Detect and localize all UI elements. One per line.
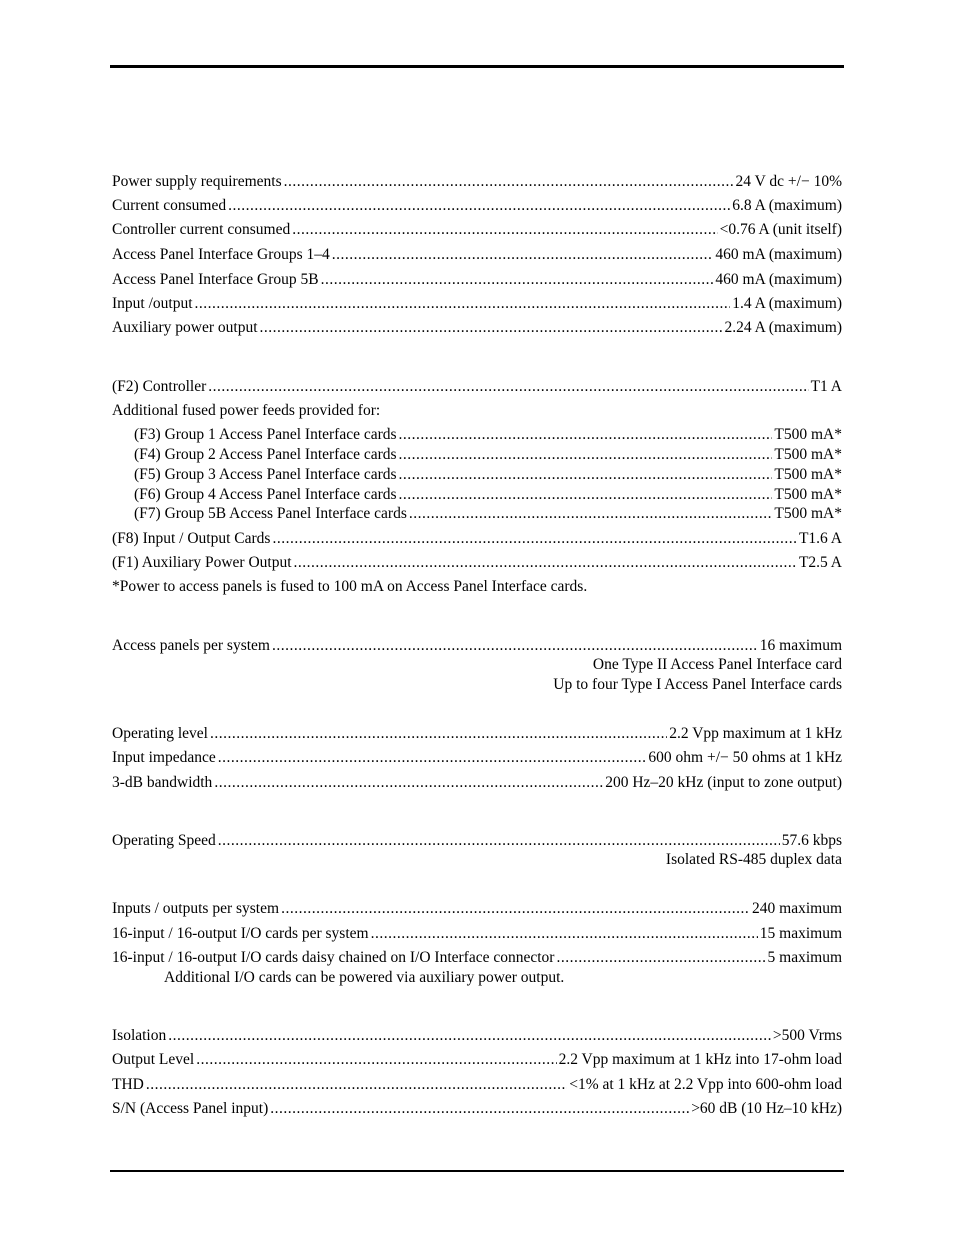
spec-row: Operating level ..... 2.2 Vpp maximum at 1 kHz — [112, 724, 842, 744]
header-rule — [110, 65, 844, 68]
spec-row: Controller current consumed ..... <0.76 A (unit itself) — [112, 220, 842, 240]
data-note: Isolated RS-485 duplex data — [665, 851, 842, 868]
spec-row: Isolation ..... >500 Vrms — [112, 1026, 842, 1046]
spec-row: Current consumed ..... 6.8 A (maximum) — [112, 196, 842, 216]
fuse-row: (F8) Input / Output Cards ..... T1.6 A — [112, 529, 842, 549]
spec-row: THD ..... <1% at 1 kHz at 2.2 Vpp into 600-ohm load — [112, 1075, 842, 1095]
fuse-group-row: (F3) Group 1 Access Panel Interface cards ..... T500 mA* — [134, 425, 842, 445]
fuse-group-row: (F4) Group 2 Access Panel Interface cards ..... T500 mA* — [134, 445, 842, 465]
fuse-group-row: (F7) Group 5B Access Panel Interface cards ..... T500 mA* — [134, 504, 842, 524]
spec-row: Operating Speed ..... 57.6 kbps — [112, 831, 842, 851]
fuse-row: (F1) Auxiliary Power Output ..... T2.5 A — [112, 553, 842, 573]
spec-row: 16-input / 16-output I/O cards daisy chained on I/O Interface connector ..... 5 maximum — [112, 948, 842, 968]
spec-row: Auxiliary power output ..... 2.24 A (maximum) — [112, 318, 842, 338]
spec-row: Access panels per system ..... 16 maximum — [112, 636, 842, 656]
spec-row: Power supply requirements ..... 24 V dc +/− 10% — [112, 172, 842, 192]
spec-row: 3-dB bandwidth ..... 200 Hz–20 kHz (input to zone output) — [112, 773, 842, 793]
spec-row: Inputs / outputs per system ..... 240 maximum — [112, 899, 842, 919]
panels-note: One Type II Access Panel Interface card — [592, 656, 842, 673]
spec-row: Output Level ..... 2.2 Vpp maximum at 1 kHz into 17-ohm load — [112, 1050, 842, 1070]
footer-rule — [110, 1170, 844, 1172]
spec-row: Access Panel Interface Group 5B ..... 460 mA (maximum) — [112, 270, 842, 290]
fuse-additional-heading: Additional fused power feeds provided for: — [112, 402, 381, 419]
spec-row: Input /output ..... 1.4 A (maximum) — [112, 294, 842, 314]
fuse-group-row: (F6) Group 4 Access Panel Interface cards ..... T500 mA* — [134, 485, 842, 505]
fuse-row: (F2) Controller ..... T1 A — [112, 377, 842, 397]
io-note: Additional I/O cards can be powered via auxiliary power output. — [164, 969, 565, 986]
spec-row: Access Panel Interface Groups 1–4 ..... 460 mA (maximum) — [112, 245, 842, 265]
spec-row: Input impedance ..... 600 ohm +/− 50 ohms at 1 kHz — [112, 748, 842, 768]
panels-note: Up to four Type I Access Panel Interface cards — [553, 676, 842, 693]
spec-row: S/N (Access Panel input) ..... >60 dB (10 Hz–10 kHz) — [112, 1099, 842, 1119]
spec-row: 16-input / 16-output I/O cards per system ..... 15 maximum — [112, 924, 842, 944]
fuse-group-row: (F5) Group 3 Access Panel Interface cards ..... T500 mA* — [134, 465, 842, 485]
fuse-footnote: *Power to access panels is fused to 100 mA on Access Panel Interface cards. — [112, 578, 588, 595]
